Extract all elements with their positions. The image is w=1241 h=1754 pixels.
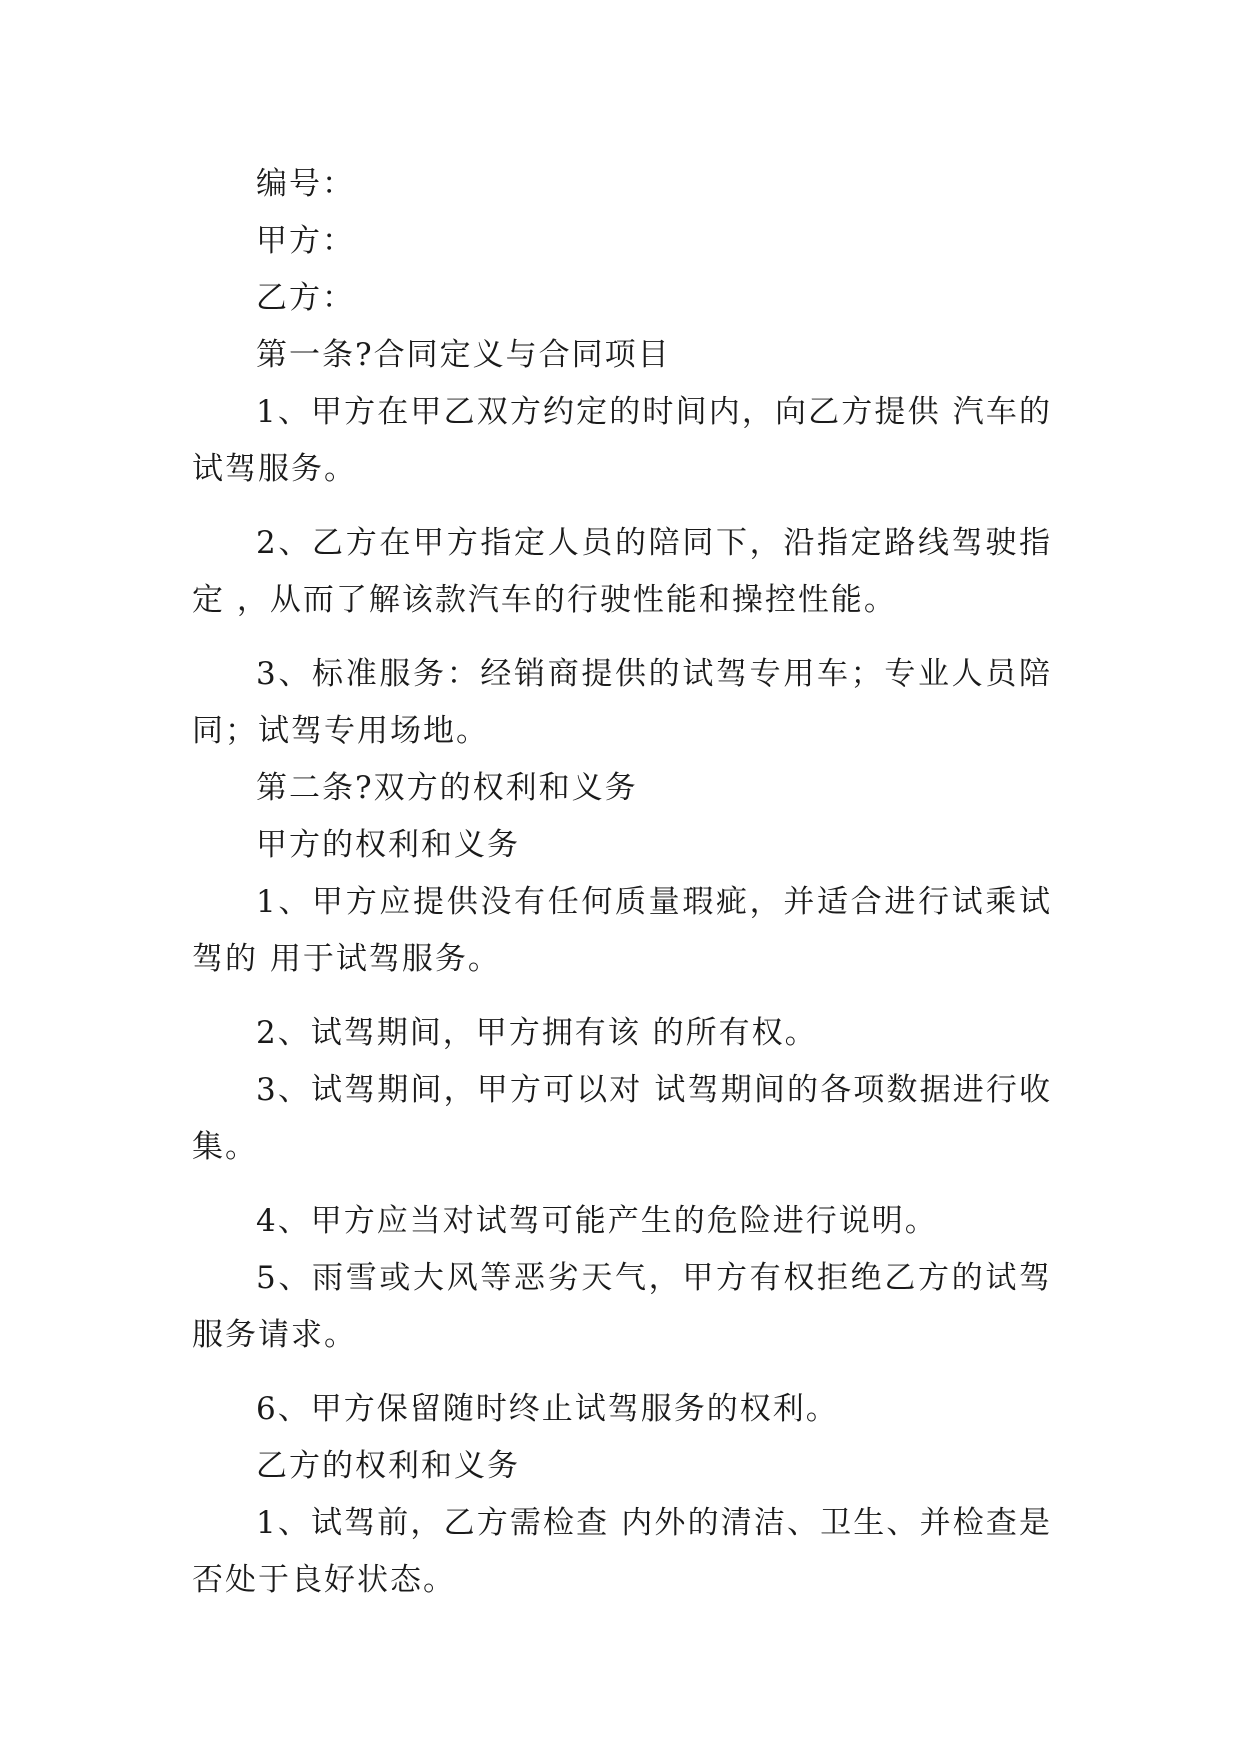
party-a-item-6: 6、甲方保留随时终止试驾服务的权利。 — [256, 1391, 839, 1427]
party-a-rights-heading: 甲方的权利和义务 — [256, 827, 520, 863]
party-b-rights-heading: 乙方的权利和义务 — [256, 1448, 520, 1484]
party-a-item-4: 4、甲方应当对试驾可能产生的危险进行说明。 — [256, 1203, 938, 1239]
party-a-item-1: 1、甲方应提供没有任何质量瑕疵，并适合进行试乘试驾的 用于试驾服务。 — [192, 884, 1052, 977]
party-a-line: 甲方： — [256, 223, 355, 259]
party-b-line: 乙方： — [256, 280, 355, 316]
contract-number-line: 编号： — [256, 166, 355, 202]
article-2-heading: 第二条?双方的权利和义务 — [256, 770, 638, 806]
article-1-heading: 第一条?合同定义与合同项目 — [256, 337, 671, 373]
article-1-item-2: 2、乙方在甲方指定人员的陪同下，沿指定路线驾驶指定 ，从而了解该款汽车的行驶性能和操控性能。 — [192, 525, 1052, 618]
party-a-item-5: 5、雨雪或大风等恶劣天气，甲方有权拒绝乙方的试驾服务请求。 — [192, 1260, 1052, 1353]
party-b-item-1: 1、试驾前，乙方需检查 内外的清洁、卫生、并检查是否处于良好状态。 — [192, 1505, 1052, 1598]
document-body — [192, 156, 1052, 1626]
article-1-item-3: 3、标准服务：经销商提供的试驾专用车；专业人员陪同；试驾专用场地。 — [192, 656, 1052, 749]
article-1-item-1: 1、甲方在甲乙双方约定的时间内，向乙方提供 汽车的试驾服务。 — [192, 394, 1052, 487]
party-a-item-2: 2、试驾期间，甲方拥有该 的所有权。 — [256, 1015, 818, 1051]
party-a-item-3: 3、试驾期间，甲方可以对 试驾期间的各项数据进行收集。 — [192, 1072, 1052, 1165]
